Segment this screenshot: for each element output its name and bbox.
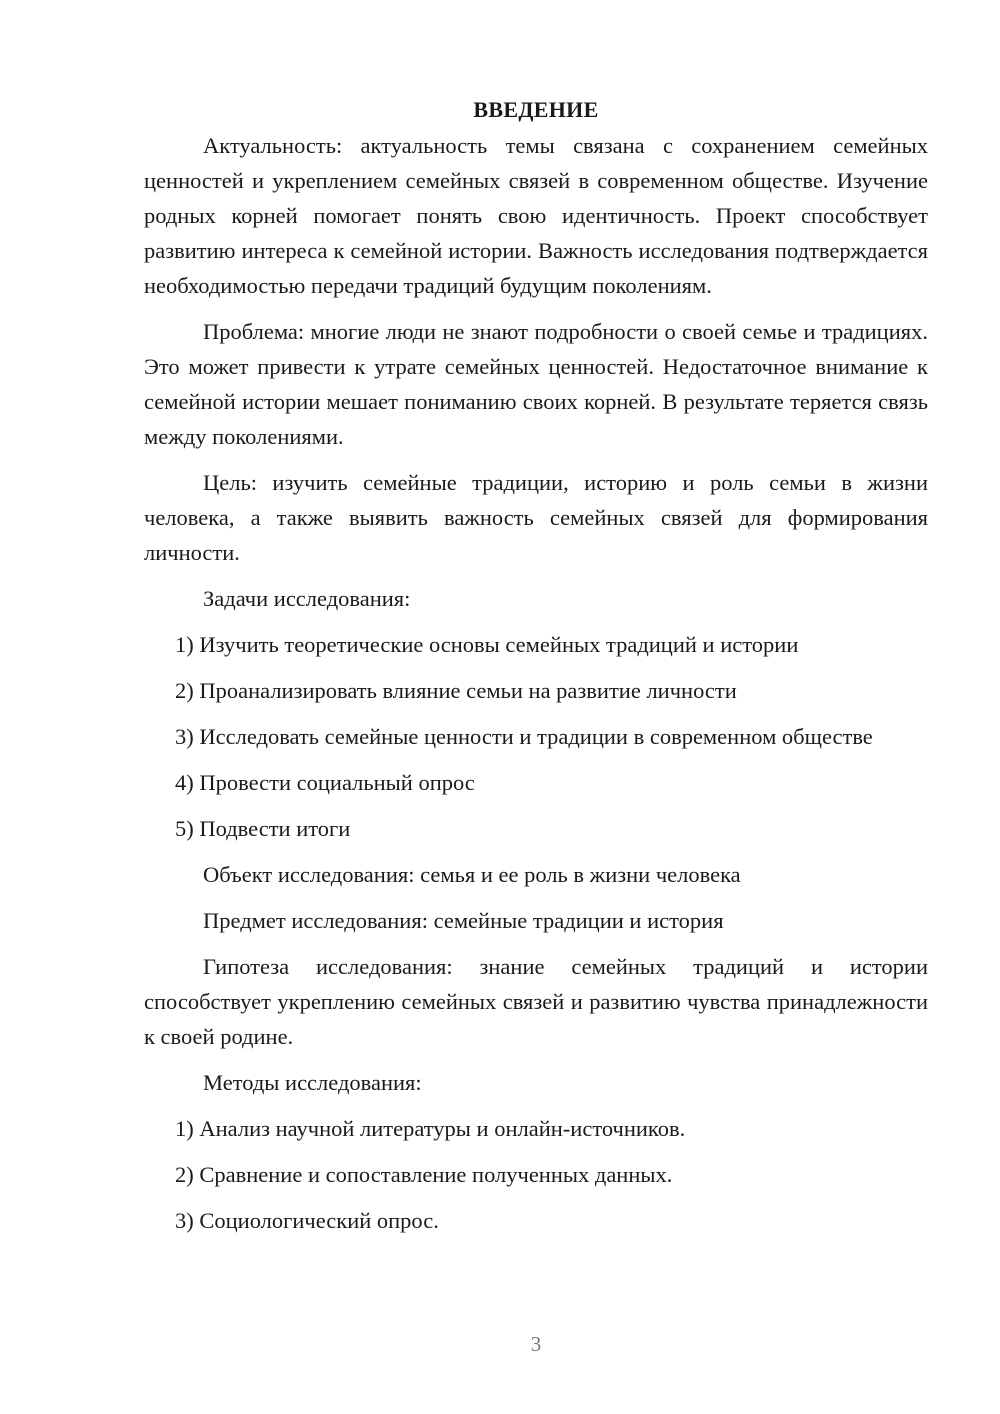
problem-paragraph: Проблема: многие люди не знают подробности о своей семье и традициях. Это может привести к утрате семейных ценностей. Недостаточное внимание к семейной истории мешает пониманию своих корней. В результате теряется связь между поколениями.	[144, 319, 928, 449]
method-item: 2) Сравнение и сопоставление полученных данных.	[175, 1162, 673, 1187]
task-item: 3) Исследовать семейные ценности и традиции в современном обществе	[175, 724, 873, 749]
task-item: 1) Изучить теоретические основы семейных традиций и истории	[175, 632, 799, 657]
page-number: 3	[530, 1332, 542, 1356]
method-item: 1) Анализ научной литературы и онлайн-источников.	[175, 1116, 686, 1141]
subject-paragraph: Предмет исследования: семейные традиции и история	[203, 908, 724, 933]
page-content	[144, 92, 928, 1238]
goal-paragraph: Цель: изучить семейные традиции, историю и роль семьи в жизни человека, а также выявить важность семейных связей для формирования личности.	[144, 470, 928, 565]
task-item: 4) Провести социальный опрос	[175, 770, 475, 795]
task-item: 2) Проанализировать влияние семьи на развитие личности	[175, 678, 737, 703]
task-item: 5) Подвести итоги	[175, 816, 351, 841]
object-paragraph: Объект исследования: семья и ее роль в жизни человека	[203, 862, 741, 887]
section-title: ВВЕДЕНИЕ	[473, 97, 599, 122]
hypothesis-paragraph: Гипотеза исследования: знание семейных традиций и истории способствует укреплению семейных связей и развитию чувства принадлежности к своей родине.	[144, 954, 928, 1049]
method-item: 3) Социологический опрос.	[175, 1208, 439, 1233]
methods-heading: Методы исследования:	[203, 1070, 422, 1095]
tasks-heading: Задачи исследования:	[203, 586, 411, 611]
relevance-paragraph: Актуальность: актуальность темы связана с сохранением семейных ценностей и укреплением семейных связей в современном обществе. Изучение родных корней помогает понять свою идентичность. Проект способствует развитию интереса к семейной истории. Важность исследования подтверждается необходимостью передачи традиций будущим поколениям.	[144, 133, 928, 298]
